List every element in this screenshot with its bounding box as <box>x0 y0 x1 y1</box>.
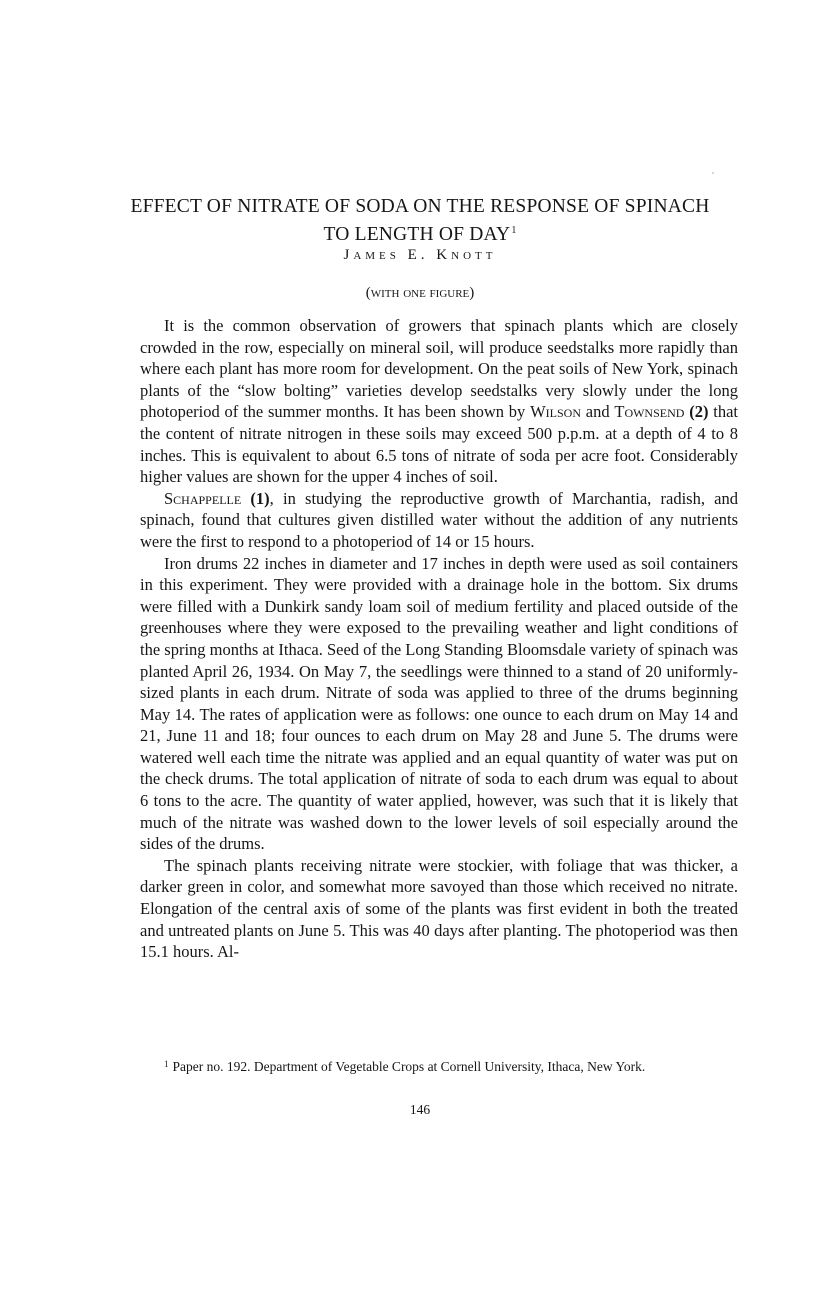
author-ref-townsend: Townsend <box>614 402 685 422</box>
page-number: 146 <box>409 1102 431 1117</box>
paragraph-3-text: Iron drums 22 inches in diameter and 17 inches in depth were used as soil containers in this experiment. They were provided with a drainage hole in the bottom. Six drums were filled with a Dunkirk sandy loam soil of medium fertility and placed outside of the greenhouses where they were exposed to the prevailing weather and light conditions of the spring months at Ithaca. Seed of the Long Standing Bloomsdale variety of spinach was planted April 26, 1934. On May 7, the seedlings were thinned to a stand of 20 uniformly-sized plants in each drum. Nitrate of soda was applied to three of the drums beginning May 14. The rates of application were as follows: one ounce to each drum on May 14 and 21, June 11 and 18; four ounces to each drum on May 28 and June 5. The drums were watered well each time the nitrate was applied and an equal quantity of water was put on the check drums. The total application of nitrate of soda to each drum was equal to about 6 tons to the acre. The quantity of water applied, however, was such that it is likely that much of the nitrate was washed down to the lower levels of soil especially around the sides of the drums. <box>140 553 738 854</box>
footnote-text: Paper no. 192. Department of Vegetable Crops at Cornell University, Ithaca, New York. <box>172 1059 646 1074</box>
paragraph-1-rest: that the content of nitrate nitrogen in these soils may exceed 500 p.p.m. at a depth of 4 to 8 inches. This is equivalent to about 6.5 tons of nitrate of soda per acre foot. Considerably higher values are shown for the upper 4 inches of soil. <box>140 402 738 487</box>
article-body <box>140 315 738 963</box>
footnote <box>140 1055 738 1076</box>
paragraph-1 <box>140 315 738 488</box>
author-name: James E. Knott <box>343 247 497 263</box>
conjunction: and <box>580 402 615 422</box>
article-title-line-2 <box>100 219 740 247</box>
paragraph-4-text: The spinach plants receiving nitrate were stockier, with foliage that was thicker, a darker green in color, and somewhat more savoyed than those which received no nitrate. Elongation of the central axis of some of the plants was first evident in both the treated and untreated plants on June 5. This was 40 days after planting. The photoperiod was then 15.1 hours. Al- <box>140 855 738 962</box>
article-title-line-1 <box>100 195 740 219</box>
figure-note: (with one figure) <box>365 285 475 301</box>
article-title-line-1-text: EFFECT OF NITRATE OF SODA ON THE RESPONSE OF SPINACH <box>130 196 710 217</box>
paragraph-1-text: It is the common observation of growers that spinach plants which are closely crowded in the row, especially on mineral soil, will produce seedstalks more rapidly than where each plant has more room for development. On the peat soils of New York, spinach plants of the “slow bolting” varieties develop seedstalks very slowly under the long photoperiod of the summer months. It has been shown by <box>140 316 738 422</box>
paragraph-2 <box>140 488 738 553</box>
author-ref-wilson: Wilson <box>530 402 581 422</box>
title-footnote-mark: 1 <box>511 225 517 236</box>
paragraph-2-text: , in studying the reproductive growth of Marchantia, radish, and spinach, found that cultures given distilled water without the addition of any nutrients were the first to respond to a photoperiod of 14 or 15 hours. <box>140 488 738 551</box>
footnote-mark: 1 <box>164 1059 169 1069</box>
article-title-line-2-text: TO LENGTH OF DAY <box>323 224 511 245</box>
paragraph-3 <box>140 553 738 855</box>
paragraph-4 <box>140 855 738 963</box>
citation-2: (2) <box>684 402 709 422</box>
page-speck <box>712 172 714 174</box>
author-ref-schappelle: Schappelle <box>164 488 242 508</box>
citation-1: (1) <box>241 488 270 508</box>
